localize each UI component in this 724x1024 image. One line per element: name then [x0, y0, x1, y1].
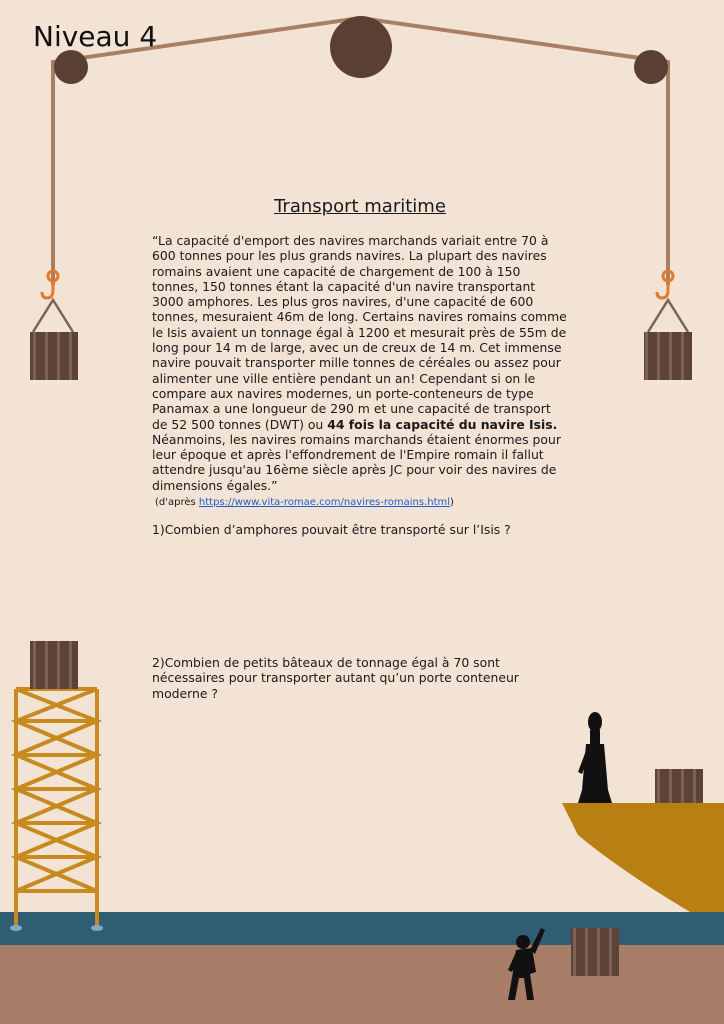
- right-pulley: [634, 50, 668, 84]
- source-citation: [155, 497, 454, 508]
- scaffold-crate: [30, 641, 78, 689]
- right-hanging-crate: [644, 332, 692, 380]
- ship-hull: [562, 803, 724, 912]
- ground-crate: [571, 928, 619, 976]
- ship-crate: [655, 769, 703, 803]
- question-2: 2)Combien de petits bâteaux de tonnage égal à 70 sont nécessaires pour transporter autant qu’un porte conteneur moderne ?: [152, 655, 519, 701]
- level-label: Niveau 4: [33, 20, 158, 53]
- left-hook: [42, 271, 58, 298]
- question-1: 1)Combien d’amphores pouvait être transporté sur l’Isis ?: [152, 522, 511, 537]
- source-prefix: (d'après: [155, 497, 199, 508]
- scaffold-tower: [16, 689, 97, 927]
- right-crate-slings: [648, 300, 688, 332]
- quote-paragraph: [152, 233, 567, 493]
- quote-text-part1: “La capacité d'emport des navires marchands variait entre 70 à 600 tonnes pour les plus grands navires. La plupart des navires romains avaient une capacité de chargement de 100 à 150 tonnes, 150 tonnes étant la capacité d'un navire transportant 3000 amphores. Les plus gros navires, d'une capacité de 600 tonnes, mesuraient 46m de long. Certains navires romains comme le Isis avaient un tonnage égal à 1200 et mesurait près de 55m de long pour 14 m de large, avec un de creux de 14 m. Cet immense navire pouvait transporter mille tonnes de céréales ou assez pour alimenter une ville entière pendant un an! Cependant si on le compare aux navires modernes, un porte-conteneurs de type Panamax a une longueur de 290 m et une capacité de transport de 52 500 tonnes (DWT) ou: [152, 233, 567, 432]
- source-link[interactable]: https://www.vita-romae.com/navires-romains.html: [198, 497, 451, 508]
- source-suffix: ): [450, 497, 454, 508]
- quote-text-part2: Néanmoins, les navires romains marchands étaient énormes pour leur époque et après l'effondrement de l'Empire romain il fallut attendre jusqu'au 16ème siècle après JC pour voir des navires de dimensions égales.”: [152, 431, 561, 493]
- page-title: Transport maritime: [274, 196, 446, 217]
- quote-bold-text: 44 fois la capacité du navire Isis.: [327, 416, 558, 432]
- left-crate-slings: [33, 300, 73, 332]
- right-hook: [657, 271, 673, 298]
- top-pulley: [330, 16, 392, 78]
- woman-silhouette: [578, 712, 612, 803]
- left-pulley: [54, 50, 88, 84]
- left-hanging-crate: [30, 332, 78, 380]
